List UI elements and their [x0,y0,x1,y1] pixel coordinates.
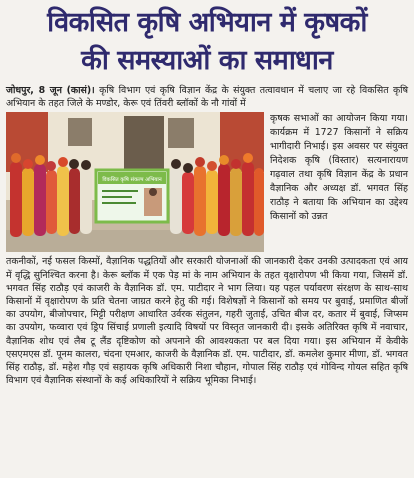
lead-text: कृषि विभाग एवं कृषि विज्ञान केंद्र के संयुक्त तत्वावधान में चलाए जा रहे विकसित कृषि अभियान के तहत जिले के मण्डोर, केरू एवं तिंवरी ब्लॉकों के नौ गांवों में [6,85,409,110]
headline-line-1: विकसित कृषि अभियान में कृषकों [47,7,367,38]
event-photo [6,112,264,252]
article-body: तकनीकों, नई फसल किस्मों, वैज्ञानिक पद्धतियों और सरकारी योजनाओं की जानकारी देकर उनकी उत्पादकता एवं आय में वृद्धि सुनिश्चित करना है। केरू ब्लॉक में एक पेड़ मां के नाम अभियान के तहत वृक्षारोपण भी किया गया, जिसमें डॉ. भगवत सिंह राठौड़ एवं काजरी के वैज्ञानिक डॉ. एम. पाटीदार ने भाग लिया। यह पहल पर्यावरण संरक्षण के साथ-साथ किसानों में वृक्षारोपण के प्रति चेतना जाग्रत करने हेतु की गई। विशेषज्ञों ने किसानों को समय पर बुवाई, प्रमाणित बीजों का उपयोग, बीजोपचार, मिट्टी परीक्षण आधारित उर्वरक संतुलन, गहरी जुताई, उचित बीज दर, कतार में बुवाई, जिप्सम का उपयोग, फव्वारा एवं ड्रिप सिंचाई प्रणाली इत्यादि विषयों पर विस्तृत जानकारी दी। इसके अतिरिक्त कृषि में नवाचार, वैज्ञानिक शोध एवं लैब टू लैंड दृष्टिकोण को अपनाने की आवश्यकता पर बल दिया गया। इस अभियान में केवीके एसएमएस डॉ. पूनम कालरा, चंदना एमआर, काजरी के वैज्ञानिक डॉ. एम. पाटीदार, डॉ. कमलेश कुमार मीणा, डॉ. भगवत सिंह राठौड़, डॉ. महेश गौड़ एवं सहायक कृषि अधिकारी निशा चौहान, गोपाल सिंह राठौड़ एवं गोविन्द गोयल सहित कृषि विभाग एवं वैज्ञानिक संस्थानों के कई अधिकारियों ने सक्रिय भूमिका निभाई। [6,256,408,387]
banner-heading: विकसित कृषि संकल्प अभियान [102,177,162,184]
dateline: जोधपुर, 8 जून (कासं)। [6,85,95,96]
side-text: कृषक सभाओं का आयोजन किया गया। कार्यक्रम में 1727 किसानों ने सक्रिय भागीदारी निभाई। इस अवसर पर संयुक्त निदेशक कृषि (विस्तार) सत्यनारायण गढ़वाल तथा कृषि विज्ञान केंद्र के प्रधान वैज्ञानिक और अध्यक्ष डॉ. भगवत सिंह राठौड़ ने बताया कि अभियान का उद्देश्य किसानों को उन्नत [270,113,408,222]
article-lead [6,84,408,110]
side-column [270,112,408,223]
headline [6,4,408,80]
photo-and-side-column [6,112,408,252]
headline-line-2: की समस्याओं का समाधान [81,45,333,76]
event-photo-illustration [6,112,264,252]
